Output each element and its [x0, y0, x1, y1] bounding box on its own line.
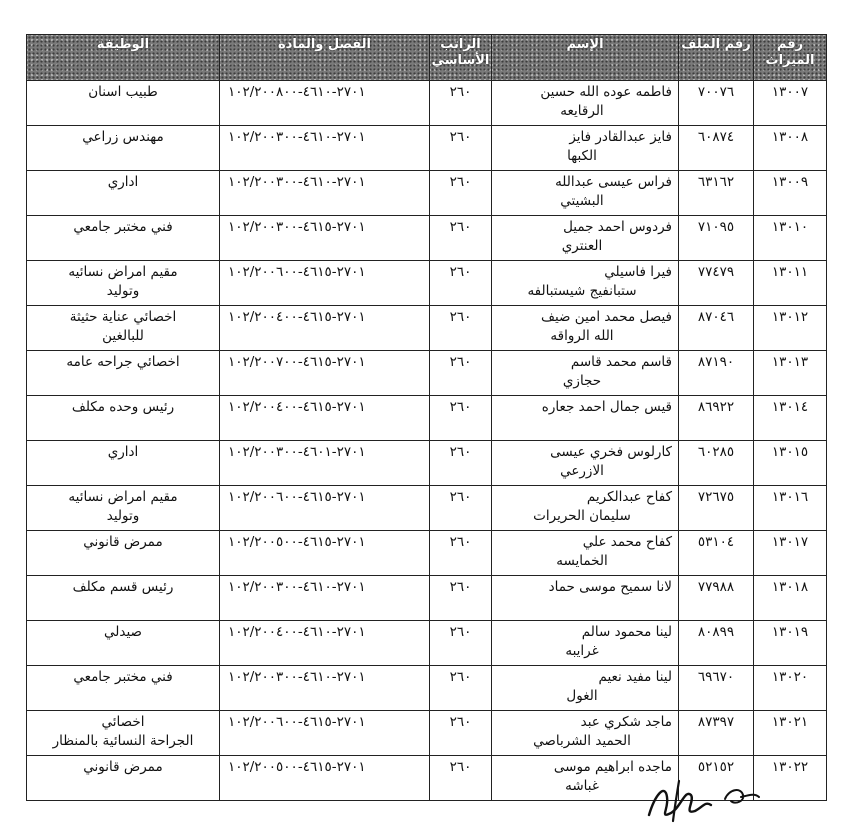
job-cell — [27, 261, 220, 306]
header-name: الإسم — [492, 35, 679, 81]
job-cell — [27, 171, 220, 216]
job-cell-line: مقيم امراض نسائيه — [68, 489, 178, 505]
file-cell: ٨٧٣٩٧ — [679, 711, 754, 756]
seq-cell: ١٣٠١٩ — [754, 621, 827, 666]
name-cell — [492, 261, 679, 306]
header-salary: الراتب الأساسي — [430, 35, 492, 81]
name-cell — [492, 216, 679, 261]
file-cell: ٦٠٢٨٥ — [679, 441, 754, 486]
name-cell-line: كفاح محمد علي — [582, 534, 672, 550]
name-cell-line: البشيتي — [560, 193, 604, 209]
name-cell-line: الله الرواقه — [550, 328, 614, 344]
table-row — [27, 126, 827, 171]
salary-cell: ٢٦٠ — [430, 621, 492, 666]
file-cell: ٨٧١٩٠ — [679, 351, 754, 396]
name-cell-line: كارلوس فخري عيسى — [550, 444, 672, 460]
table-row — [27, 396, 827, 441]
name-cell-line: ماجده ابراهيم موسى — [553, 759, 672, 775]
chapter-cell: ٢٧٠١-٤٦١٥-١٠٢/٢٠٠٥٠٠ — [220, 756, 430, 801]
job-cell-line: فني مختبر جامعي — [73, 219, 173, 235]
name-cell — [492, 621, 679, 666]
job-cell — [27, 81, 220, 126]
name-cell-line: قاسم محمد قاسم — [570, 354, 672, 370]
salary-cell: ٢٦٠ — [430, 531, 492, 576]
job-cell-line: مهندس زراعي — [82, 129, 164, 145]
chapter-cell: ٢٧٠١-٤٦١٥-١٠٢/٢٠٠٦٠٠ — [220, 486, 430, 531]
name-cell-line: فراس عيسى عبدالله — [555, 174, 672, 190]
job-cell — [27, 531, 220, 576]
file-cell: ٧٢٦٧٥ — [679, 486, 754, 531]
job-cell-line: ممرض قانوني — [83, 534, 163, 550]
job-cell-line: فني مختبر جامعي — [73, 669, 173, 685]
job-cell — [27, 486, 220, 531]
job-cell — [27, 306, 220, 351]
seq-cell: ١٣٠٢٠ — [754, 666, 827, 711]
header-job: الوظيفة — [27, 35, 220, 81]
table-row — [27, 711, 827, 756]
chapter-cell: ٢٧٠١-٤٦١٠-١٠٢/٢٠٠٨٠٠ — [220, 81, 430, 126]
job-cell-line: وتوليد — [106, 283, 140, 299]
job-cell-line: ممرض قانوني — [83, 759, 163, 775]
seq-cell: ١٣٠٠٧ — [754, 81, 827, 126]
name-cell-line: لينا مفيد نعيم — [598, 669, 672, 685]
name-cell-line: لينا محمود سالم — [581, 624, 672, 640]
table-row — [27, 171, 827, 216]
job-cell — [27, 441, 220, 486]
salary-cell: ٢٦٠ — [430, 396, 492, 441]
seq-cell: ١٣٠١٠ — [754, 216, 827, 261]
job-cell-line: وتوليد — [106, 508, 140, 524]
file-cell: ٨٧٠٤٦ — [679, 306, 754, 351]
chapter-cell: ٢٧٠١-٤٦١٠-١٠٢/٢٠٠٣٠٠ — [220, 171, 430, 216]
salary-cell: ٢٦٠ — [430, 126, 492, 171]
name-cell-line: ماجد شكري عبد — [580, 714, 672, 730]
chapter-cell: ٢٧٠١-٤٦١٥-١٠٢/٢٠٠٤٠٠ — [220, 396, 430, 441]
seq-cell: ١٣٠١٥ — [754, 441, 827, 486]
job-cell — [27, 216, 220, 261]
header-row — [27, 35, 827, 81]
seq-cell: ١٣٠٠٩ — [754, 171, 827, 216]
seq-cell: ١٣٠١٤ — [754, 396, 827, 441]
name-cell — [492, 576, 679, 621]
job-cell-line: اخصائي جراحه عامه — [66, 354, 180, 370]
file-cell: ٦٣١٦٢ — [679, 171, 754, 216]
name-cell — [492, 486, 679, 531]
file-cell: ٧٠٠٧٦ — [679, 81, 754, 126]
name-cell-line: سليمان الحريرات — [533, 508, 631, 524]
name-cell — [492, 81, 679, 126]
job-cell-line: للبالغين — [102, 328, 144, 344]
chapter-cell: ٢٧٠١-٤٦١٠-١٠٢/٢٠٠٣٠٠ — [220, 576, 430, 621]
job-cell-line: صيدلي — [104, 624, 142, 640]
chapter-cell: ٢٧٠١-٤٦١٠-١٠٢/٢٠٠٣٠٠ — [220, 666, 430, 711]
table-row — [27, 351, 827, 396]
file-cell: ٨٠٨٩٩ — [679, 621, 754, 666]
job-cell-line: رئيس وحده مكلف — [71, 399, 175, 415]
chapter-cell: ٢٧٠١-٤٦١٠-١٠٢/٢٠٠٤٠٠ — [220, 621, 430, 666]
name-cell-line: كفاح عبدالكريم — [586, 489, 672, 505]
chapter-cell: ٢٧٠١-٤٦١٥-١٠٢/٢٠٠٥٠٠ — [220, 531, 430, 576]
table-row — [27, 441, 827, 486]
name-cell-line: الغول — [566, 688, 598, 704]
file-cell: ٦٩٦٧٠ — [679, 666, 754, 711]
salary-cell: ٢٦٠ — [430, 486, 492, 531]
table-row — [27, 81, 827, 126]
seq-cell: ١٣٠١٣ — [754, 351, 827, 396]
job-cell — [27, 396, 220, 441]
table-row — [27, 576, 827, 621]
seq-cell: ١٣٠١١ — [754, 261, 827, 306]
name-cell — [492, 126, 679, 171]
name-cell-line: الخمايسه — [556, 553, 608, 569]
name-cell — [492, 171, 679, 216]
name-cell-line: الرقايعه — [560, 103, 604, 119]
salary-cell: ٢٦٠ — [430, 171, 492, 216]
table-row — [27, 666, 827, 711]
table-row — [27, 216, 827, 261]
name-cell — [492, 396, 679, 441]
name-cell-line: العنتري — [561, 238, 603, 254]
salary-cell: ٢٦٠ — [430, 756, 492, 801]
chapter-cell: ٢٧٠١-٤٦٠١-١٠٢/٢٠٠٣٠٠ — [220, 441, 430, 486]
seq-cell: ١٣٠٠٨ — [754, 126, 827, 171]
seq-cell: ١٣٠١٢ — [754, 306, 827, 351]
header-seq: رقم الميراث — [754, 35, 827, 81]
name-cell-line: فردوس احمد جميل — [563, 219, 672, 235]
seq-cell: ١٣٠١٨ — [754, 576, 827, 621]
table-row — [27, 486, 827, 531]
file-cell: ٥٢١٥٢ — [679, 756, 754, 801]
file-cell: ٧٧٩٨٨ — [679, 576, 754, 621]
chapter-cell: ٢٧٠١-٤٦١٥-١٠٢/٢٠٠٧٠٠ — [220, 351, 430, 396]
name-cell-line: قيس جمال احمد جعاره — [541, 399, 672, 415]
name-cell — [492, 531, 679, 576]
salary-cell: ٢٦٠ — [430, 216, 492, 261]
name-cell-line: فايز عبدالقادر فايز — [569, 129, 672, 145]
file-cell: ٦٠٨٧٤ — [679, 126, 754, 171]
name-cell — [492, 711, 679, 756]
job-cell-line: الجراحة النسائية بالمنظار — [52, 733, 194, 749]
job-cell-line: اداري — [107, 444, 139, 460]
name-cell-line: فاطمه عوده الله حسين — [540, 84, 672, 100]
job-cell-line: اخصائي عناية حثيثة — [69, 309, 177, 325]
seq-cell: ١٣٠١٧ — [754, 531, 827, 576]
name-cell-line: ستبانفيج شيستبالفه — [527, 283, 637, 299]
name-cell-line: غباشه — [565, 778, 599, 794]
chapter-cell: ٢٧٠١-٤٦١٥-١٠٢/٢٠٠٦٠٠ — [220, 711, 430, 756]
name-cell — [492, 666, 679, 711]
chapter-cell: ٢٧٠١-٤٦١٥-١٠٢/٢٠٠٣٠٠ — [220, 216, 430, 261]
salary-cell: ٢٦٠ — [430, 666, 492, 711]
chapter-cell: ٢٧٠١-٤٦١٠-١٠٢/٢٠٠٣٠٠ — [220, 126, 430, 171]
file-cell: ٧١٠٩٥ — [679, 216, 754, 261]
salary-cell: ٢٦٠ — [430, 576, 492, 621]
name-cell-line: الحميد الشرباصي — [533, 733, 631, 749]
table-row — [27, 306, 827, 351]
seq-cell: ١٣٠٢١ — [754, 711, 827, 756]
job-cell-line: مقيم امراض نسائيه — [68, 264, 178, 280]
job-cell — [27, 351, 220, 396]
chapter-cell: ٢٧٠١-٤٦١٥-١٠٢/٢٠٠٦٠٠ — [220, 261, 430, 306]
job-cell — [27, 756, 220, 801]
table-row — [27, 531, 827, 576]
salary-cell: ٢٦٠ — [430, 441, 492, 486]
salary-cell: ٢٦٠ — [430, 306, 492, 351]
job-cell — [27, 126, 220, 171]
chapter-cell: ٢٧٠١-٤٦١٥-١٠٢/٢٠٠٤٠٠ — [220, 306, 430, 351]
seq-cell: ١٣٠٢٢ — [754, 756, 827, 801]
file-cell: ٨٦٩٢٢ — [679, 396, 754, 441]
job-cell — [27, 711, 220, 756]
name-cell-line: الكبها — [567, 148, 597, 164]
salary-cell: ٢٦٠ — [430, 351, 492, 396]
file-cell: ٧٧٤٧٩ — [679, 261, 754, 306]
table-row — [27, 621, 827, 666]
header-file: رقم الملف — [679, 35, 754, 81]
name-cell-line: غرايبه — [565, 643, 599, 659]
job-cell-line: رئيس قسم مكلف — [72, 579, 174, 595]
job-cell-line: اخصائي — [101, 714, 145, 730]
job-cell-line: اداري — [107, 174, 139, 190]
salary-cell: ٢٦٠ — [430, 711, 492, 756]
salary-cell: ٢٦٠ — [430, 261, 492, 306]
job-cell — [27, 666, 220, 711]
seq-cell: ١٣٠١٦ — [754, 486, 827, 531]
signature-mark — [645, 775, 765, 823]
name-cell — [492, 306, 679, 351]
name-cell — [492, 441, 679, 486]
name-cell — [492, 351, 679, 396]
name-cell-line: حجازي — [562, 373, 602, 389]
name-cell-line: فيصل محمد امين ضيف — [540, 309, 672, 325]
name-cell-line: الازرعي — [560, 463, 604, 479]
name-cell-line: فيرا فاسيلي — [604, 264, 672, 280]
header-chapter: الفصل والمادة — [220, 35, 430, 81]
salary-cell: ٢٦٠ — [430, 81, 492, 126]
job-cell — [27, 621, 220, 666]
records-table — [26, 34, 827, 801]
job-cell-line: طبيب اسنان — [88, 84, 158, 100]
file-cell: ٥٣١٠٤ — [679, 531, 754, 576]
job-cell — [27, 576, 220, 621]
name-cell-line: لانا سميح موسى حماد — [548, 579, 672, 595]
table-row — [27, 261, 827, 306]
